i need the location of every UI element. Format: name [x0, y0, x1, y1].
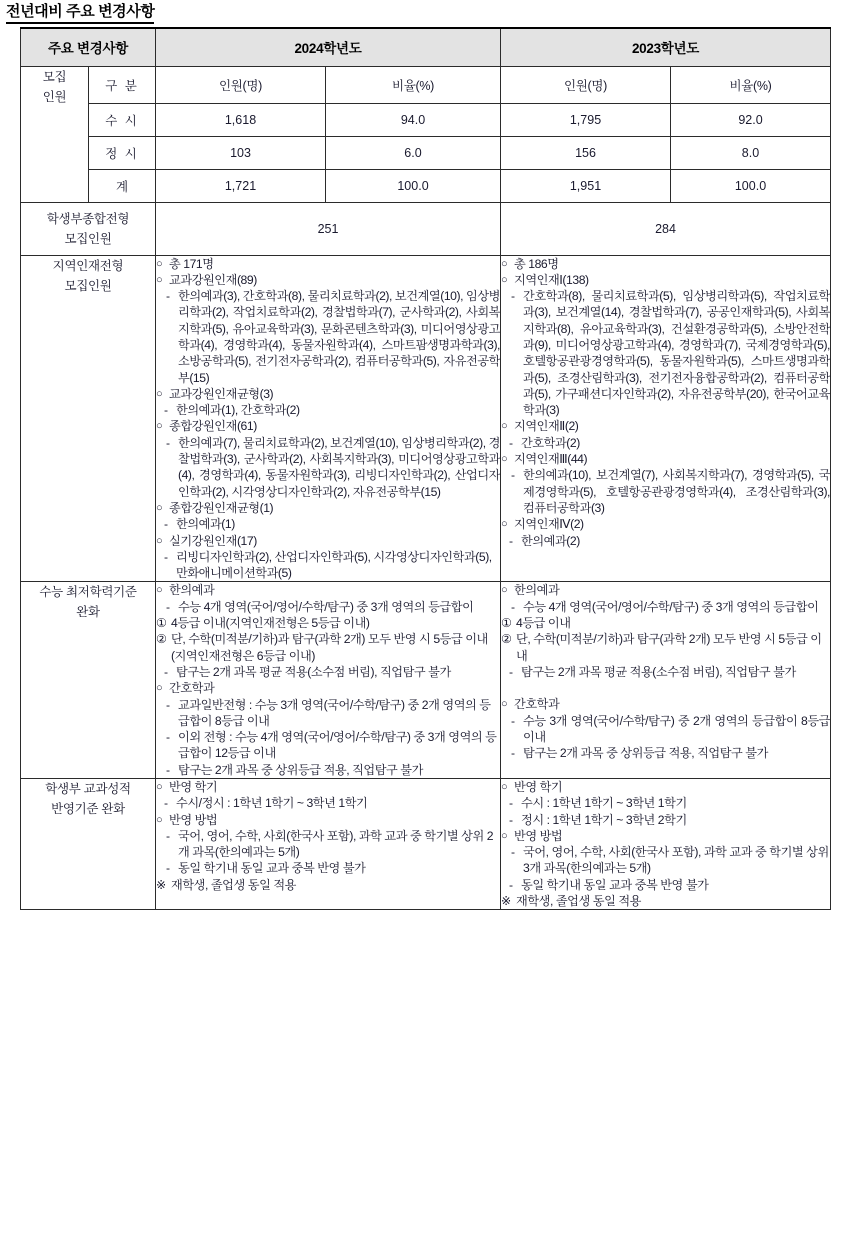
gyogwa-2023-h1-l1: - 수시 : 1학년 1학기 ~ 3학년 1학기: [509, 796, 687, 811]
circle-marker-icon: ○: [156, 387, 163, 400]
dash-marker-icon: -: [166, 697, 170, 712]
local-2023-total: ○ 총 186명: [501, 256, 559, 271]
page-title: 전년대비 주요 변경사항: [6, 2, 154, 24]
dash-marker-icon: -: [509, 435, 513, 450]
jonghap-label-line1: 학생부종합전형: [46, 211, 130, 226]
local-2023-g2-body: - 간호학과(2): [509, 435, 580, 450]
local-2024-g3-body: - 한의예과(7), 물리치료학과(2), 보건계열(10), 임상병리학과(2), 경찰법학과(3), 군사학과(2), 사회복지학과(3), 미디어영상광고학과(4), 경영학과(4), 동물자원학과(3), 리빙디자인학과(2), 산업디자인학과(2), 시각영상디자인학과(2), 자유전공학부(15): [166, 435, 500, 499]
suneung-2023-h1-l2: - 탐구는 2개 과목 평균 적용(소수점 버림), 직업탐구 불가: [509, 664, 796, 679]
gyogwa-2024-h2-l2: - 동일 학기내 동일 교과 중복 반영 불가: [166, 861, 366, 876]
dash-marker-icon: -: [164, 664, 168, 679]
gyogwa-2023-h2-l2: - 동일 학기내 동일 교과 중복 반영 불가: [509, 877, 709, 892]
circle-marker-icon: ○: [156, 257, 163, 270]
table-header-row: [21, 28, 831, 66]
suneung-2023-h1: ○ 한의예과: [501, 583, 560, 598]
gyogwa-2023-h1: ○ 반영 학기: [501, 780, 563, 794]
row-label-recruit: [21, 66, 89, 202]
number-one-marker-icon: ①: [501, 616, 512, 631]
local-2023-g1-title: ○ 지역인재Ⅰ(138): [501, 272, 589, 287]
local-2024-g2-body: - 한의예과(1), 간호학과(2): [164, 403, 300, 418]
circle-marker-icon: ○: [501, 698, 508, 711]
local-2023-g4-title: ○ 지역인재Ⅳ(2): [501, 517, 584, 532]
circle-marker-icon: ○: [501, 781, 508, 793]
local-2024-g3-title: ○ 종합강원인재(61): [156, 419, 257, 434]
suneung-2024-h2-l2: - 이외 전형 : 수능 4개 영역(국어/영어/수학/탐구) 중 3개 영역의 등급합이 12등급 이내: [166, 730, 497, 761]
suneung-2024-h2: ○ 간호학과: [156, 681, 215, 696]
dash-marker-icon: -: [166, 289, 170, 304]
note-marker-icon: ※: [156, 877, 166, 892]
row-name-susi: 수 시: [89, 103, 156, 136]
table-row-jeongsi: [21, 136, 831, 169]
table-row-local: [21, 255, 831, 582]
circle-marker-icon: ○: [501, 257, 508, 270]
header-main-changes: 주요 변경사항: [21, 28, 156, 66]
subheader-ratio-2024: 비율(%): [326, 66, 501, 103]
circle-marker-icon: ○: [501, 518, 508, 531]
table-row-gyogwa: [21, 779, 831, 910]
dash-marker-icon: -: [509, 812, 513, 827]
gyogwa-2023-h2-l1: - 국어, 영어, 수학, 사회(한국사 포함), 과학 교과 중 학기별 상위 3개 과목(한의예과는 5개): [511, 845, 829, 876]
local-2024-g5-body: - 리빙디자인학과(2), 산업디자인학과(5), 시각영상디자인학과(5), 만화애니메이션학과(5): [164, 549, 492, 581]
changes-table: [20, 27, 831, 910]
circle-marker-icon: ○: [156, 813, 163, 826]
dash-marker-icon: -: [164, 517, 168, 532]
gyogwa-content-2023: [501, 779, 831, 910]
row-label-gyogwa: [21, 779, 156, 910]
table-subheader-row: [21, 66, 831, 103]
recruit-label-line2: 인원: [42, 89, 67, 104]
local-2023-g4-body: - 한의예과(2): [509, 533, 580, 548]
dash-marker-icon: -: [166, 599, 170, 614]
suneung-2024-h1-l1: - 수능 4개 영역(국어/영어/수학/탐구) 중 3개 영역의 등급합이: [166, 599, 474, 614]
suneung-content-2023: [501, 582, 831, 779]
suneung-2023-h2: ○ 간호학과: [501, 697, 560, 712]
suneung-2023-h1-l1: - 수능 4개 영역(국어/영어/수학/탐구) 중 3개 영역의 등급합이: [511, 599, 819, 614]
number-two-marker-icon: ②: [156, 632, 167, 647]
local-content-2024: [156, 255, 501, 582]
suneung-2024-h1-n1: ① 4등급 이내(지역인재전형은 5등급 이내): [156, 616, 370, 631]
circle-marker-icon: ○: [156, 781, 163, 793]
dash-marker-icon: -: [166, 762, 170, 777]
suneung-2024-h2-l1: - 교과일반전형 : 수능 3개 영역(국어/수학/탐구) 중 2개 영역의 등급합이 8등급 이내: [166, 697, 491, 728]
circle-marker-icon: ○: [156, 682, 163, 695]
circle-marker-icon: ○: [501, 273, 508, 286]
table-row-jonghap: [21, 202, 831, 255]
local-2024-total: ○ 총 171명: [156, 256, 214, 271]
dash-marker-icon: -: [509, 877, 513, 892]
circle-marker-icon: ○: [156, 273, 163, 286]
number-two-marker-icon: ②: [501, 632, 512, 647]
jeongsi-count-2024: 103: [156, 136, 326, 169]
row-label-jonghap: [21, 202, 156, 255]
table-row-susi: [21, 103, 831, 136]
gyogwa-content-2024: [156, 779, 501, 910]
local-2023-g1-body: - 간호학과(8), 물리치료학과(5), 임상병리학과(5), 작업치료학과(3), 보건계열(14), 경찰법학과(7), 공공인재학과(5), 사회복지학과(8), 유아교육학과(3), 건설환경공학과(5), 소방안전학과(9), 미디어영상광고학과(4), 경영학과(7), 국제경영학과(5), 호텔항공관광경영학과(5), 동물자원학과(5), 스마트생명과학과(5), 조경산림학과(3), 전기전자융합공학과(2), 컴퓨터공학과(5), 가구패션디자인학과(2), 자유전공학부(20), 한국어교육학과(3): [511, 289, 830, 418]
susi-count-2023: 1,795: [501, 103, 671, 136]
gyogwa-2024-note: ※ 재학생, 졸업생 동일 적용: [156, 877, 296, 892]
suneung-2024-h1: ○ 한의예과: [156, 583, 215, 598]
susi-ratio-2024: 94.0: [326, 103, 501, 136]
dash-marker-icon: -: [511, 289, 515, 304]
table-row-suneung: [21, 582, 831, 779]
susi-ratio-2023: 92.0: [671, 103, 831, 136]
local-2024-g4-body: - 한의예과(1): [164, 517, 235, 532]
circle-marker-icon: ○: [501, 420, 508, 433]
dash-marker-icon: -: [511, 746, 515, 761]
dash-marker-icon: -: [166, 730, 170, 745]
header-year-2024: 2024학년도: [156, 28, 501, 66]
suneung-2023-h1-n1: ① 4등급 이내: [501, 616, 571, 631]
jonghap-value-2024: 251: [156, 202, 501, 255]
circle-marker-icon: ○: [156, 420, 163, 433]
gyogwa-2023-h2: ○ 반영 방법: [501, 828, 563, 843]
row-name-jeongsi: 정 시: [89, 136, 156, 169]
suneung-label-line1: 수능 최저학력기준: [39, 585, 137, 600]
dash-marker-icon: -: [164, 796, 168, 811]
dash-marker-icon: -: [511, 845, 515, 860]
circle-marker-icon: ○: [501, 829, 508, 842]
local-content-2023: [501, 255, 831, 582]
jeongsi-count-2023: 156: [501, 136, 671, 169]
recruit-label-line1: 모집: [42, 69, 67, 84]
gyogwa-label-line1: 학생부 교과성적: [45, 782, 131, 796]
circle-marker-icon: ○: [501, 453, 508, 466]
suneung-2024-h1-n2: ② 단, 수학(미적분/기하)과 탐구(과학 2개) 모두 반영 시 5등급 이내(지역인재전형은 6등급 이내): [156, 632, 488, 663]
dash-marker-icon: -: [511, 713, 515, 728]
dash-marker-icon: -: [509, 664, 513, 679]
gyogwa-2024-h1-l1: - 수시/정시 : 1학년 1학기 ~ 3학년 1학기: [164, 796, 368, 811]
row-label-local: [21, 255, 156, 582]
jonghap-label-line2: 모집인원: [64, 231, 112, 246]
local-label-line1: 지역인재전형: [52, 258, 124, 273]
gyogwa-2023-note: ※ 재학생, 졸업생 동일 적용: [501, 894, 641, 909]
local-2024-g2-title: ○ 교과강원인재균형(3): [156, 386, 274, 401]
local-2023-g3-body: - 한의예과(10), 보건계열(7), 사회복지학과(7), 경영학과(5), 국제경영학과(5), 호텔항공관광경영학과(4), 조경산림학과(3), 컴퓨터공학과(3): [511, 468, 830, 515]
note-marker-icon: ※: [501, 894, 511, 909]
row-label-suneung: [21, 582, 156, 779]
suneung-label-line2: 완화: [76, 605, 100, 620]
total-count-2024: 1,721: [156, 169, 326, 202]
circle-marker-icon: ○: [156, 534, 163, 547]
circle-marker-icon: ○: [156, 501, 163, 514]
dash-marker-icon: -: [511, 468, 515, 483]
circle-marker-icon: ○: [501, 584, 508, 597]
dash-marker-icon: -: [166, 861, 170, 876]
suneung-2024-h1-l2: - 탐구는 2개 과목 평균 적용(소수점 버림), 직업탐구 불가: [164, 664, 451, 679]
dash-marker-icon: -: [509, 533, 513, 548]
jonghap-value-2023: 284: [501, 202, 831, 255]
dash-marker-icon: -: [164, 549, 168, 564]
gyogwa-2024-h1: ○ 반영 학기: [156, 780, 218, 794]
suneung-content-2024: [156, 582, 501, 779]
row-name-total: 계: [89, 169, 156, 202]
gyogwa-2023-h1-l2: - 정시 : 1학년 1학기 ~ 3학년 2학기: [509, 812, 687, 827]
local-2024-g1-body: - 한의예과(3), 간호학과(8), 물리치료학과(2), 보건계열(10), 임상병리학과(2), 작업치료학과(2), 경찰법학과(7), 군사학과(2), 사회복지학과(5), 유아교육학과(3), 문화콘텐츠학과(3), 미디어영상광고학과(4), 경영학과(4), 동물자원학과(4), 스마트팜생명과학과(3), 소방공학과(5), 전기전자공학과(2), 컴퓨터공학과(5), 자유전공학부(15): [166, 289, 500, 385]
gyogwa-label-line2: 반영기준 완화: [51, 802, 125, 816]
jeongsi-ratio-2024: 6.0: [326, 136, 501, 169]
susi-count-2024: 1,618: [156, 103, 326, 136]
local-label-line2: 모집인원: [64, 278, 112, 293]
dash-marker-icon: -: [166, 828, 170, 843]
local-2024-g4-title: ○ 종합강원인재균형(1): [156, 500, 274, 515]
total-ratio-2024: 100.0: [326, 169, 501, 202]
dash-marker-icon: -: [509, 796, 513, 811]
local-2024-g1-title: ○ 교과강원인재(89): [156, 272, 257, 287]
dash-marker-icon: -: [511, 599, 515, 614]
dash-marker-icon: -: [166, 435, 170, 450]
local-2024-g5-title: ○ 실기강원인재(17): [156, 533, 257, 548]
number-one-marker-icon: ①: [156, 616, 167, 631]
dash-marker-icon: -: [164, 403, 168, 418]
subheader-count-2024: 인원(명): [156, 66, 326, 103]
suneung-2024-h2-l3: - 탐구는 2개 과목 중 상위등급 적용, 직업탐구 불가: [166, 762, 423, 777]
local-2023-g3-title: ○ 지역인재Ⅲ(44): [501, 452, 588, 467]
table-row-total: [21, 169, 831, 202]
gyogwa-2024-h2-l1: - 국어, 영어, 수학, 사회(한국사 포함), 과학 교과 중 학기별 상위 2개 과목(한의예과는 5개): [166, 828, 494, 860]
subheader-count-2023: 인원(명): [501, 66, 671, 103]
suneung-2023-h2-l2: - 탐구는 2개 과목 중 상위등급 적용, 직업탐구 불가: [511, 746, 768, 761]
subheader-gubun: 구 분: [89, 66, 156, 103]
total-ratio-2023: 100.0: [671, 169, 831, 202]
suneung-2023-h2-l1: - 수능 3개 영역(국어/수학/탐구) 중 2개 영역의 등급합이 8등급 이내: [511, 713, 830, 744]
circle-marker-icon: ○: [156, 584, 163, 597]
jeongsi-ratio-2023: 8.0: [671, 136, 831, 169]
suneung-2023-h1-n2: ② 단, 수학(미적분/기하)과 탐구(과학 2개) 모두 반영 시 5등급 이내: [501, 632, 822, 663]
total-count-2023: 1,951: [501, 169, 671, 202]
subheader-ratio-2023: 비율(%): [671, 66, 831, 103]
gyogwa-2024-h2: ○ 반영 방법: [156, 812, 218, 827]
local-2023-g2-title: ○ 지역인재Ⅱ(2): [501, 419, 579, 434]
header-year-2023: 2023학년도: [501, 28, 831, 66]
